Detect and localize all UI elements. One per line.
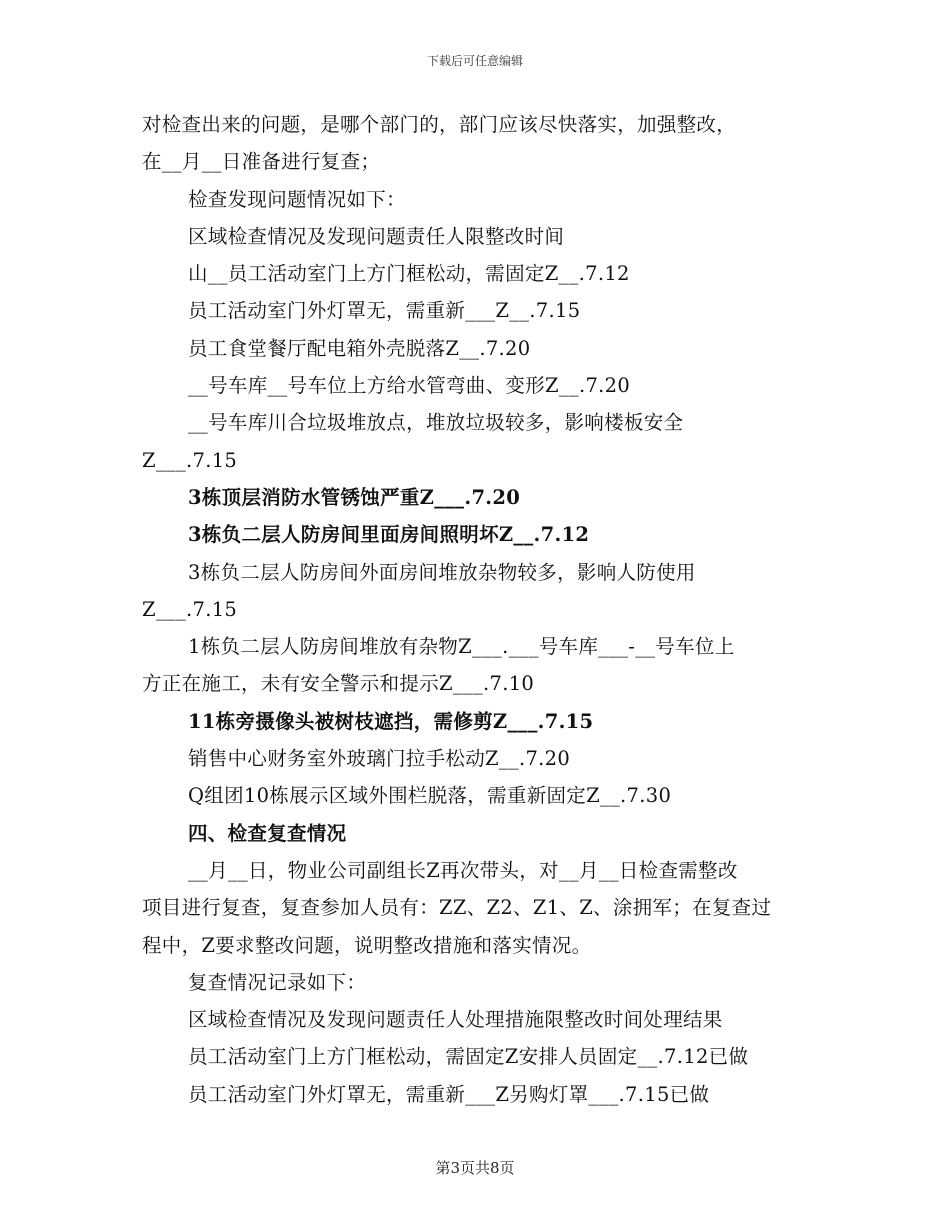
paragraph-line: 项目进行复查，复查参加人员有：ZZ、Z2、Z1、Z、涂拥军；在复查过 <box>142 896 772 920</box>
paragraph-line: 员工活动室门外灯罩无，需重新___Z__.7.15 <box>188 299 581 323</box>
paragraph-line: 员工食堂餐厅配电箱外壳脱落Z__.7.20 <box>188 336 531 360</box>
document-body <box>142 106 812 1113</box>
paragraph-line: 员工活动室门外灯罩无，需重新___Z另购灯罩___.7.15已做 <box>188 1082 710 1106</box>
paragraph-line: 对检查出来的问题，是哪个部门的，部门应该尽快落实，加强整改， <box>142 113 737 136</box>
paragraph-line: __月__日，物业公司副组长Z再次带头，对__月__日检查需整改 <box>188 858 738 882</box>
page-footer: 第3页共8页 <box>435 1159 515 1177</box>
bold-paragraph-line: 3栋顶层消防水管锈蚀严重Z___.7.20 <box>188 485 521 509</box>
paragraph-line: 检查发现问题情况如下： <box>188 187 406 211</box>
paragraph-line: 程中，Z要求整改问题，说明整改措施和落实情况。 <box>142 933 592 957</box>
paragraph-line: 在__月__日准备进行复查； <box>142 150 381 174</box>
paragraph-line: 山__员工活动室门上方门框松动，需固定Z__.7.12 <box>188 262 630 286</box>
paragraph-line: Z___.7.15 <box>142 448 238 472</box>
paragraph-line: __号车库__号车位上方给水管弯曲、变形Z__.7.20 <box>188 374 631 398</box>
paragraph-line: 区域检查情况及发现问题责任人处理措施限整改时间处理结果 <box>188 1008 723 1032</box>
paragraph-line: 方正在施工，未有安全警示和提示Z___.7.10 <box>142 672 535 696</box>
paragraph-line: 1栋负二层人防房间堆放有杂物Z___.___号车库___-__号车位上 <box>188 635 735 659</box>
paragraph-line: 复查情况记录如下： <box>188 970 367 994</box>
paragraph-line: __号车库川合垃圾堆放点，堆放垃圾较多，影响楼板安全 <box>188 411 684 435</box>
paragraph-line: Z___.7.15 <box>142 597 238 621</box>
paragraph-line: 区域检查情况及发现问题责任人限整改时间 <box>188 224 565 248</box>
paragraph-line: 3栋负二层人防房间外面房间堆放杂物较多，影响人防使用 <box>188 560 696 584</box>
bold-paragraph-line: 四、检查复查情况 <box>188 821 347 845</box>
paragraph-line: 销售中心财务室外玻璃门拉手松动Z__.7.20 <box>188 747 571 771</box>
bold-paragraph-line: 11栋旁摄像头被树枝遮挡，需修剪Z___.7.15 <box>188 709 594 733</box>
bold-paragraph-line: 3栋负二层人防房间里面房间照明坏Z__.7.12 <box>188 523 590 547</box>
page-header: 下载后可任意编辑 <box>426 54 523 68</box>
paragraph-line: 员工活动室门上方门框松动，需固定Z安排人员固定__.7.12已做 <box>188 1045 749 1069</box>
paragraph-line: Q组团10栋展示区域外围栏脱落，需重新固定Z__.7.30 <box>188 784 672 808</box>
